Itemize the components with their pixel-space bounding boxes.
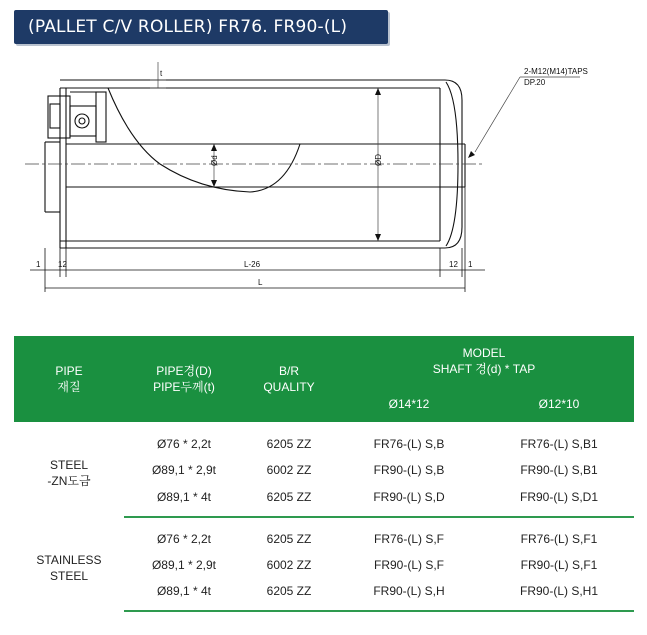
br-cell: 6205 ZZ — [244, 578, 334, 611]
roller-drawing — [0, 52, 647, 302]
material-cell — [14, 517, 124, 612]
header-pipe-material-line1: PIPE — [55, 364, 83, 378]
dim-l-minus-26: L-26 — [244, 260, 261, 269]
model-cell-1: FR90-(L) S,D — [334, 484, 484, 517]
tap-label-1: 2-M12(M14)TAPS — [524, 67, 588, 76]
dim-1-right: 1 — [468, 260, 473, 269]
header-br-line2: QUALITY — [263, 380, 315, 394]
pipe-cell: Ø89,1 * 2,9t — [124, 457, 244, 484]
table-row — [14, 517, 634, 552]
header-model-sub1: Ø14*12 — [334, 386, 484, 422]
model-cell-2: FR76-(L) S,B1 — [484, 422, 634, 457]
dim-l: L — [258, 278, 263, 287]
title-bar — [14, 10, 388, 44]
pipe-cell: Ø89,1 * 4t — [124, 578, 244, 611]
br-cell: 6205 ZZ — [244, 517, 334, 552]
header-br-quality — [244, 336, 334, 422]
pipe-cell: Ø76 * 2,2t — [124, 517, 244, 552]
dimension-lines — [30, 187, 485, 292]
material-line2: -ZN도금 — [47, 474, 91, 489]
header-pipe-material — [14, 336, 124, 422]
material-line2: STEEL — [49, 568, 88, 583]
dimension-arrows — [211, 88, 475, 241]
header-br-line1: B/R — [278, 364, 299, 378]
dim-12-left: 12 — [58, 260, 67, 269]
tap-label-2: DP.20 — [524, 78, 546, 87]
model-cell-1: FR76-(L) S,B — [334, 422, 484, 457]
header-model-sub2: Ø12*10 — [484, 386, 634, 422]
pipe-cell: Ø76 * 2,2t — [124, 422, 244, 457]
pipe-cell: Ø89,1 * 2,9t — [124, 552, 244, 579]
header-pipe-material-line2: 재질 — [57, 380, 81, 394]
header-pipe-size-line1: PIPE경(D) — [156, 364, 212, 378]
model-cell-1: FR90-(L) S,H — [334, 578, 484, 611]
table-group-stainless — [14, 517, 634, 612]
br-cell: 6002 ZZ — [244, 457, 334, 484]
material-line1: STEEL — [49, 458, 88, 473]
model-cell-2: FR90-(L) S,H1 — [484, 578, 634, 611]
label-t: t — [160, 69, 163, 78]
header-model-line2: SHAFT 경(d) * TAP — [432, 362, 536, 376]
model-cell-1: FR90-(L) S,F — [334, 552, 484, 579]
header-pipe-size-line2: PIPE두께(t) — [153, 380, 215, 394]
dim-12-right: 12 — [449, 260, 458, 269]
page-title: (PALLET C/V ROLLER) FR76. FR90-(L) — [28, 17, 348, 37]
pipe-cell: Ø89,1 * 4t — [124, 484, 244, 517]
br-cell: 6002 ZZ — [244, 552, 334, 579]
model-cell-1: FR90-(L) S,B — [334, 457, 484, 484]
spec-table — [14, 336, 634, 612]
dim-1-left: 1 — [36, 260, 41, 269]
roller-drawing-svg — [0, 52, 647, 302]
model-cell-2: FR90-(L) S,B1 — [484, 457, 634, 484]
material-line1: STAINLESS — [36, 552, 102, 567]
label-d-small: Ød — [210, 155, 219, 166]
br-cell: 6205 ZZ — [244, 484, 334, 517]
model-cell-2: FR90-(L) S,D1 — [484, 484, 634, 517]
header-model-line1: MODEL — [462, 346, 506, 360]
model-cell-2: FR90-(L) S,F1 — [484, 552, 634, 579]
model-cell-1: FR76-(L) S,F — [334, 517, 484, 552]
table-row — [14, 422, 634, 457]
label-d-large: ØD — [374, 154, 383, 166]
br-cell: 6205 ZZ — [244, 422, 334, 457]
model-cell-2: FR76-(L) S,F1 — [484, 517, 634, 552]
table-group-steel — [14, 422, 634, 517]
material-cell — [14, 422, 124, 517]
header-pipe-size — [124, 336, 244, 422]
header-model — [334, 336, 634, 386]
